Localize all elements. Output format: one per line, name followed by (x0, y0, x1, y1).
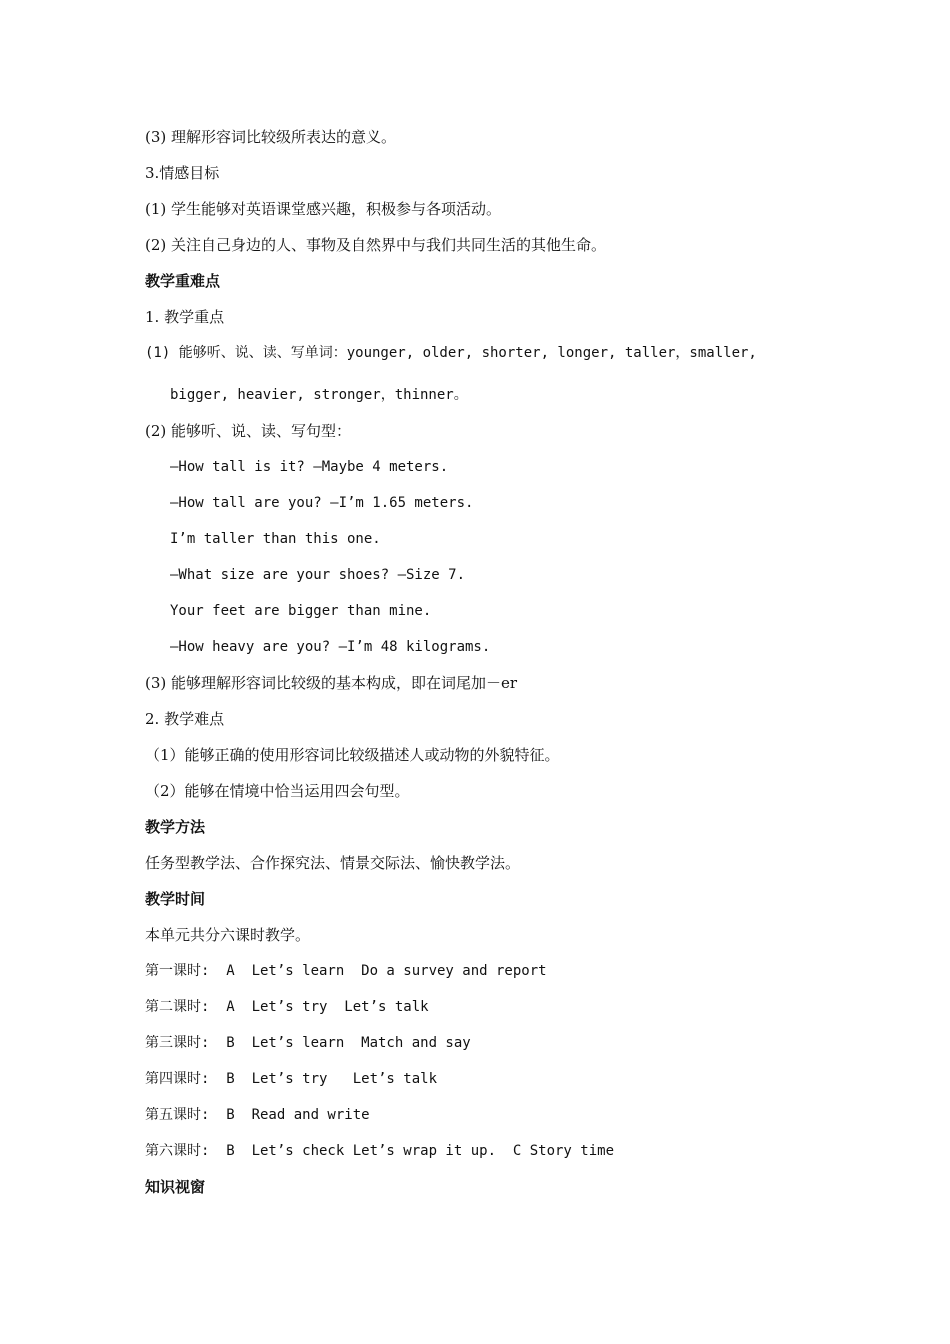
sentence-pattern-5: Your feet are bigger than mine. (170, 603, 432, 619)
sentence-pattern-3: I’m taller than this one. (170, 531, 381, 547)
section-heading-time: 教学时间 (145, 890, 206, 908)
affective-item-2: (2) 关注自己身边的人、事物及自然界中与我们共同生活的其他生命。 (145, 236, 607, 254)
affective-item-1: (1) 学生能够对英语课堂感兴趣，积极参与各项活动。 (145, 200, 502, 218)
time-summary: 本单元共分六课时教学。 (145, 926, 311, 944)
lesson-2-line: 第二课时: A Let’s try Let’s talk (145, 999, 429, 1015)
key-point-1-continued: bigger, heavier, stronger，thinner。 (170, 387, 468, 403)
key-point-1-line: (1) 能够听、说、读、写单词：younger, older, shorter, longer, taller，smaller, (145, 345, 757, 361)
difficult-point-2: （2）能够在情境中恰当运用四会句型。 (145, 782, 410, 800)
key-points-heading: 1. 教学重点 (145, 308, 225, 326)
key-point-3-line: (3) 能够理解形容词比较级的基本构成，即在词尾加－er (145, 674, 518, 692)
section-heading-key-difficult: 教学重难点 (145, 272, 221, 290)
sentence-pattern-2: —How tall are you? —I’m 1.65 meters. (170, 495, 474, 511)
lesson-6-line: 第六课时: B Let’s check Let’s wrap it up. C Story time (145, 1143, 615, 1159)
difficult-point-1: （1）能够正确的使用形容词比较级描述人或动物的外貌特征。 (145, 746, 560, 764)
sentence-pattern-6: —How heavy are you? —I’m 48 kilograms. (170, 639, 491, 655)
key-point-2-line: (2) 能够听、说、读、写句型： (145, 422, 352, 440)
lesson-4-line: 第四课时: B Let’s try Let’s talk (145, 1071, 438, 1087)
section-heading-methods: 教学方法 (145, 818, 206, 836)
lesson-3-line: 第三课时: B Let’s learn Match and say (145, 1035, 471, 1051)
affective-goal-heading: 3.情感目标 (145, 164, 220, 182)
sentence-pattern-4: —What size are your shoes? —Size 7. (170, 567, 466, 583)
objective-3-line: (3) 理解形容词比较级所表达的意义。 (145, 128, 397, 146)
section-heading-knowledge: 知识视窗 (145, 1178, 206, 1196)
methods-text: 任务型教学法、合作探究法、情景交际法、愉快教学法。 (145, 854, 521, 872)
difficult-points-heading: 2. 教学难点 (145, 710, 225, 728)
lesson-5-line: 第五课时: B Read and write (145, 1107, 370, 1123)
sentence-pattern-1: —How tall is it? —Maybe 4 meters. (170, 459, 449, 475)
lesson-1-line: 第一课时: A Let’s learn Do a survey and report (145, 963, 547, 979)
